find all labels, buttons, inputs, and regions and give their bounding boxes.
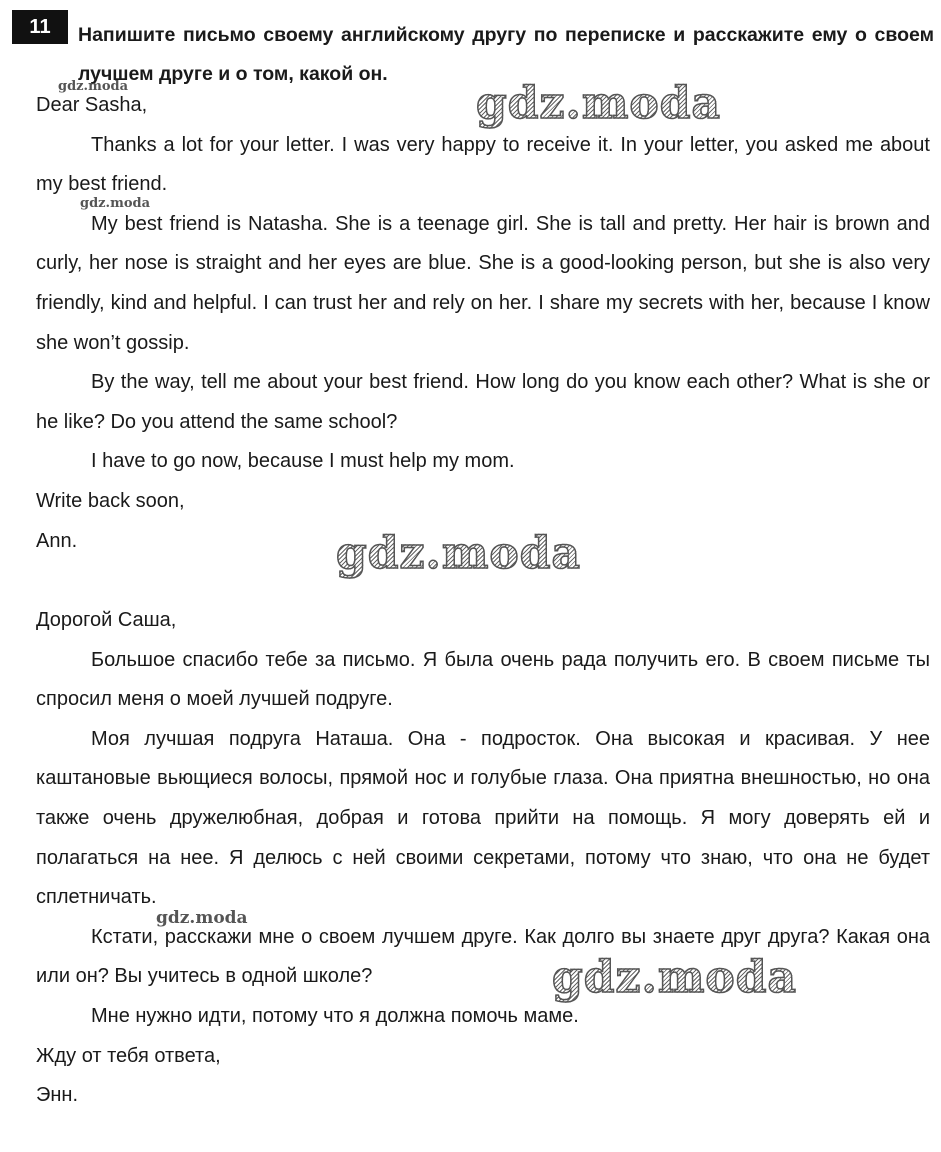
letter-paragraph: By the way, tell me about your best friend. How long do you know each other? What is she or he like? Do you attend the same school? — [36, 371, 930, 433]
letter-paragraph: My best friend is Natasha. She is a teenage girl. She is tall and pretty. Her hair is brown and curly, her nose is straight and her eyes are blue. She is a good-looking person, but she is also very friendly, kind and helpful. I can trust her and rely on her. I share my secrets with her, because I know she won’t gossip. — [36, 212, 930, 354]
letter-russian — [36, 601, 930, 1116]
letter-english — [36, 86, 930, 561]
watermark-large: gdz.moda — [336, 528, 582, 579]
letter-closing: Жду от тебя ответа, — [36, 1044, 221, 1067]
task-number-badge: 11 — [12, 10, 68, 44]
letter-closing: Write back soon, — [36, 489, 185, 512]
letter-paragraph: I have to go now, because I must help my mom. — [91, 450, 515, 473]
watermark-small: gdz.moda — [156, 908, 248, 928]
letter-signature: Энн. — [36, 1084, 79, 1107]
letter-paragraph: Большое спасибо тебе за письмо. Я была очень рада получить его. В своем письме ты спросил меня о моей лучшей подруге. — [36, 648, 930, 711]
watermark-small: gdz.moda — [80, 196, 151, 211]
letter-paragraph: Thanks a lot for your letter. I was very happy to receive it. In your letter, you asked me about my best friend. — [36, 133, 930, 196]
letter-paragraph: Кстати, расскажи мне о своем лучшем друге. Как долго вы знаете друг друга? Какая она или он? Вы учитесь в одной школе? — [36, 925, 930, 988]
watermark-large: gdz.moda — [552, 952, 798, 1003]
letter-greeting: Dear Sasha, — [36, 94, 148, 116]
watermark-large: gdz.moda — [476, 78, 722, 129]
letter-paragraph: Мне нужно идти, потому что я должна помочь маме. — [91, 1004, 579, 1027]
letter-signature: Ann. — [36, 529, 78, 552]
letter-greeting: Дорогой Саша, — [36, 609, 177, 631]
task-title: Напишите письмо своему английскому другу по переписке и расскажите ему о своем лучшем друге и о том, какой он. — [78, 24, 934, 85]
letter-paragraph: Моя лучшая подруга Наташа. Она - подросток. Она высокая и красивая. У нее каштановые вьющиеся волосы, прямой нос и голубые глаза. Она приятна внешностью, но она также очень дружелюбная, добрая и готова прийти на помощь. Я могу доверять ей и полагаться на нее. Я делюсь с ней своими секретами, потому что знаю, что она не будет сплетничать. — [36, 727, 930, 909]
watermark-small: gdz.moda — [58, 79, 129, 94]
